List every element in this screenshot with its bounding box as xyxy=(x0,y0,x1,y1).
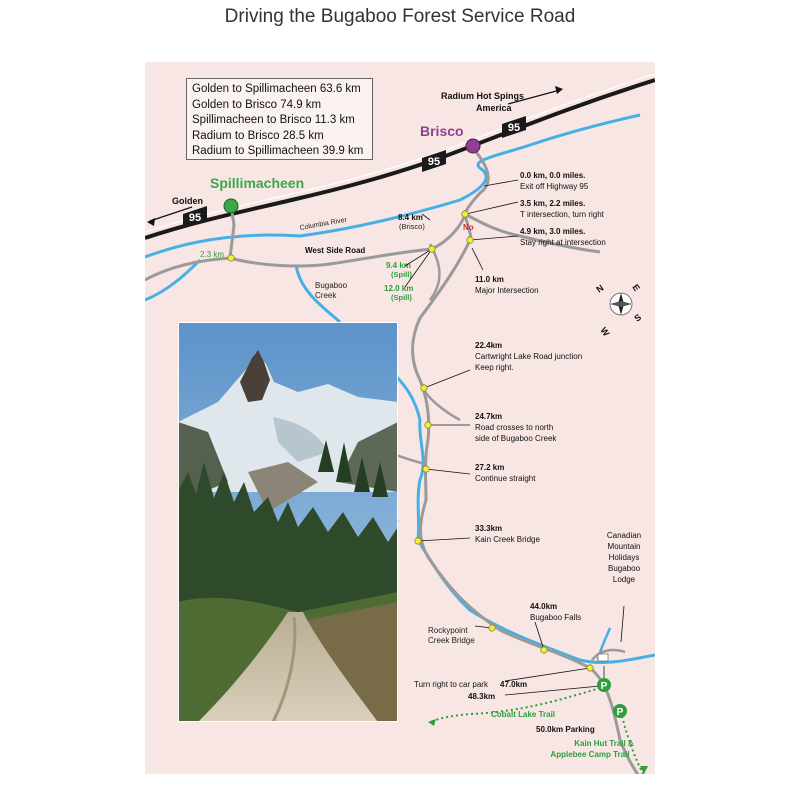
america-label: America xyxy=(476,103,512,113)
waypoint-8-note: Bugaboo Falls xyxy=(530,613,582,622)
waypoint-7-distance: 33.3km xyxy=(475,524,503,533)
compass-e: E xyxy=(630,282,643,294)
west-side-road-label: West Side Road xyxy=(305,246,366,255)
lodge-line: Bugaboo xyxy=(607,564,641,573)
waypoint-1-distance: 3.5 km, 2.2 miles. xyxy=(520,199,586,208)
lodge-line: Holidays xyxy=(608,553,640,562)
cobalt-lake-trail-label: Cobalt Lake Trail xyxy=(491,710,556,719)
columbia-river-label: Columbia River xyxy=(299,216,348,232)
km-9-4-label: 9.4 km xyxy=(386,261,411,270)
kain-hut-trail-label: Kain Hut Trail & xyxy=(574,739,634,748)
bugaboo-creek-label: Bugaboo xyxy=(315,281,348,290)
car-park-distance: 47.0km xyxy=(500,680,528,689)
lodge-icon xyxy=(598,654,608,661)
waypoint-5-note: Road crosses to north xyxy=(475,423,554,432)
waypoint-dot xyxy=(425,422,431,428)
waypoint-1-note: T intersection, turn right xyxy=(520,210,604,219)
waypoint-5-distance: 24.7km xyxy=(475,412,503,421)
parking-label: 50.0km Parking xyxy=(536,725,595,734)
km-12-0-label: 12.0 km xyxy=(384,284,414,293)
lodge-line: Canadian xyxy=(606,531,642,540)
parking-symbol: P xyxy=(600,681,608,692)
spillimacheen-label: Spillimacheen xyxy=(210,175,305,191)
waypoint-dot xyxy=(421,385,427,391)
km-8-4-sub: (Brisco) xyxy=(399,222,425,231)
bugaboo-photo xyxy=(178,322,398,722)
km-9-4-sub: (Spill) xyxy=(391,270,412,279)
compass-s: S xyxy=(632,311,644,324)
waypoint-0-note: Exit off Highway 95 xyxy=(520,182,589,191)
waypoint-dot xyxy=(423,466,429,472)
rockypoint-label: Rockypoint xyxy=(428,626,468,635)
car-park-instruction: Turn right to car park xyxy=(414,680,488,689)
waypoint-dot xyxy=(429,246,435,252)
page-title: Driving the Bugaboo Forest Service Road xyxy=(224,6,576,27)
waypoint-dot xyxy=(489,625,495,631)
highway-shield-label: 95 xyxy=(507,122,521,134)
distance-row: Golden to Spillimacheen 63.6 km xyxy=(192,83,361,95)
brisco-marker xyxy=(466,139,480,153)
parking-icon-1 xyxy=(597,678,611,692)
waypoint-4-distance: 22.4km xyxy=(475,341,503,350)
rockypoint-label-2: Creek Bridge xyxy=(428,636,475,645)
golden-label: Golden xyxy=(172,196,203,206)
distance-row: Spillimacheen to Brisco 11.3 km xyxy=(192,114,355,126)
distance-row: Radium to Spillimacheen 39.9 km xyxy=(192,145,364,157)
distance-row: Golden to Brisco 74.9 km xyxy=(192,98,322,111)
spillimacheen-marker xyxy=(224,199,238,213)
km-12-0-sub: (Spill) xyxy=(391,293,412,302)
compass-w: W xyxy=(598,325,612,339)
radium-label: Radium Hot Spings xyxy=(441,91,524,101)
waypoint-2-distance: 4.9 km, 3.0 miles. xyxy=(520,227,586,236)
waypoint-5-note-2: side of Bugaboo Creek xyxy=(475,434,557,443)
lodge-line: Mountain xyxy=(607,542,641,551)
waypoint-6-distance: 27.2 km xyxy=(475,463,505,472)
parking-symbol: P xyxy=(616,707,624,718)
no-entry-label: No xyxy=(463,223,474,232)
km-48-3-label: 48.3km xyxy=(468,692,496,701)
waypoint-dot xyxy=(462,211,468,217)
parking-icon-2 xyxy=(613,704,627,718)
highway-shield-label: 95 xyxy=(188,212,202,224)
waypoint-dot xyxy=(467,237,473,243)
waypoint-8-distance: 44.0km xyxy=(530,602,558,611)
applebee-trail-label: Applebee Camp Trail xyxy=(550,750,630,759)
brisco-label: Brisco xyxy=(420,123,464,139)
lodge-line: Lodge xyxy=(612,575,636,584)
waypoint-dot xyxy=(541,647,547,653)
km-2-3-label: 2.3 km xyxy=(200,250,225,259)
waypoint-7-note: Kain Creek Bridge xyxy=(475,535,540,544)
waypoint-dot xyxy=(415,538,421,544)
distance-row: Radium to Brisco 28.5 km xyxy=(192,129,324,142)
waypoint-0-distance: 0.0 km, 0.0 miles. xyxy=(520,171,586,180)
waypoint-6-note: Continue straight xyxy=(475,474,536,483)
waypoint-3-distance: 11.0 km xyxy=(475,275,504,284)
bugaboo-creek-label-2: Creek xyxy=(315,291,337,300)
highway-shield-label: 95 xyxy=(427,156,441,168)
waypoint-3-note: Major Intersection xyxy=(475,286,539,295)
waypoint-dot xyxy=(587,665,593,671)
waypoint-dot xyxy=(228,255,234,261)
distance-table xyxy=(186,78,373,160)
km-8-4-label: 8.4 km xyxy=(398,213,423,222)
waypoint-4-note: Cartwright Lake Road junction xyxy=(475,352,583,361)
compass-n: N xyxy=(594,282,606,295)
waypoint-2-note: Stay right at intersection xyxy=(520,238,606,247)
waypoint-4-note-2: Keep right. xyxy=(475,363,514,372)
